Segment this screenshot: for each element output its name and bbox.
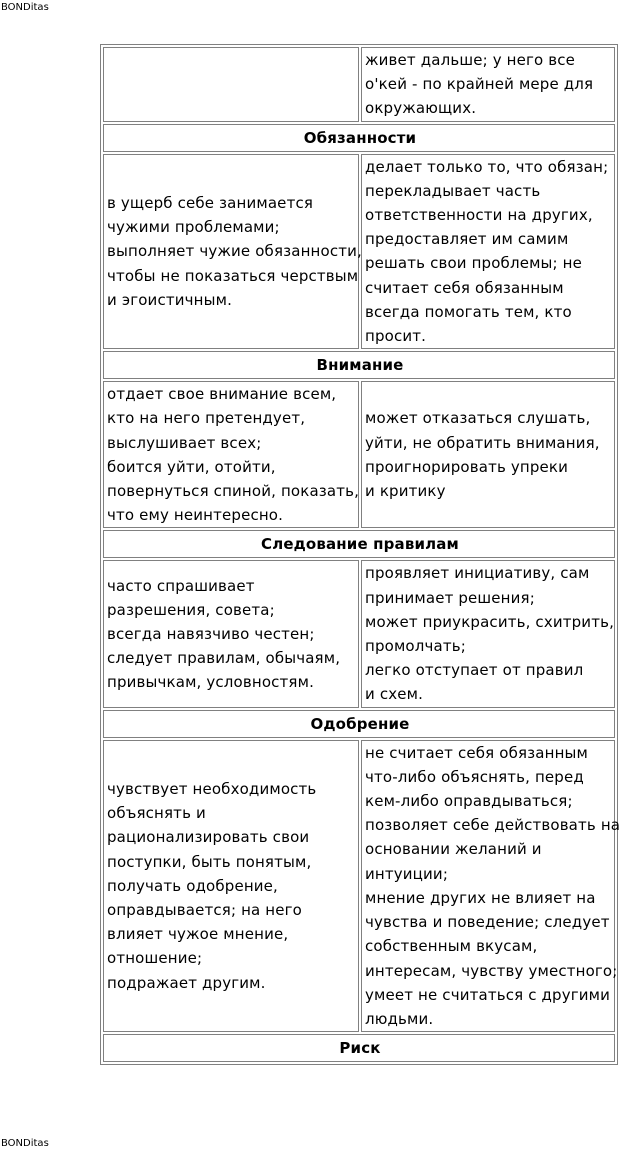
section-header-row (103, 710, 615, 738)
table-row (103, 740, 615, 1032)
cell-line: рационализировать свои (107, 828, 310, 847)
cell-line: отношение; (107, 949, 203, 968)
cell-line: не считает себя обязанным (365, 743, 588, 762)
comparison-table (100, 44, 618, 1065)
cell-line: делает только то, что обязан; (365, 157, 609, 176)
cell-line: основании желаний и (365, 840, 542, 859)
cell-line: предоставляет им самим (365, 230, 569, 249)
cell-left (103, 154, 362, 350)
cell-right (361, 154, 615, 350)
cell-line: проигнорировать упреки (365, 457, 569, 476)
section-header-row (103, 1034, 615, 1062)
cell-line: получать одобрение, (107, 876, 278, 895)
cell-right (361, 381, 615, 528)
cell-line: подражает другим. (107, 973, 266, 992)
cell-line: интуиции; (365, 864, 449, 883)
cell-left (103, 740, 359, 1032)
cell-line: перекладывает часть (365, 181, 541, 200)
cell-line: живет дальше; у него все (365, 51, 576, 69)
cell-right (361, 560, 615, 707)
cell-line: интересам, чувству уместного; (365, 961, 618, 980)
cell-line: легко отступает от правил (365, 661, 584, 680)
table-row (103, 154, 615, 350)
cell-line: считает себя обязанным (365, 278, 564, 297)
cell-line: чувствует необходимость (107, 779, 317, 798)
cell-line: и критику (365, 482, 446, 501)
section-header: Следование правилам (103, 530, 615, 558)
cell-line: собственным вкусам, (365, 937, 538, 956)
section-header: Внимание (103, 351, 615, 379)
cell-line: о'кей - по крайней мере для (365, 75, 594, 94)
cell-line: повернуться спиной, показать, (107, 482, 360, 501)
cell-line: принимает решения; (365, 588, 535, 607)
cell-right (361, 740, 620, 1032)
cell-line: чужими проблемами; (107, 218, 280, 237)
cell-line: что ему неинтересно. (107, 506, 284, 525)
cell-line: часто спрашивает (107, 576, 255, 595)
cell-line: кто на него претендует, (107, 409, 306, 428)
cell-line: чтобы не показаться черствым (107, 266, 359, 285)
cell-line: решать свои проблемы; не (365, 254, 582, 273)
cell-line: оправдывается; на него (107, 900, 303, 919)
cell-line: может отказаться слушать, (365, 409, 591, 428)
cell-line: всегда навязчиво честен; (107, 624, 315, 643)
section-header-row (103, 124, 615, 152)
cell-line: выслушивает всех; (107, 433, 262, 452)
cell-line: ответственности на других, (365, 206, 593, 225)
cell-line: людьми. (365, 1009, 434, 1028)
cell-line: отдает свое внимание всем, (107, 385, 337, 404)
cell-line: уйти, не обратить внимания, (365, 433, 600, 452)
cell-line: мнение других не влияет на (365, 888, 596, 907)
cell-line: выполняет чужие обязанности, (107, 242, 362, 261)
cell-line: что-либо объяснять, перед (365, 767, 584, 786)
cell-line: и эгоистичным. (107, 290, 232, 309)
section-header: Риск (103, 1034, 615, 1062)
cell-line: умеет не считаться с другими (365, 985, 611, 1004)
cell-line: проявляет инициативу, сам (365, 564, 590, 583)
cell-line: промолчать; (365, 637, 466, 656)
cell-line: боится уйти, отойти, (107, 457, 276, 476)
cell-line: в ущерб себе занимается (107, 193, 314, 212)
table-row (103, 381, 615, 528)
cell-left (103, 560, 359, 707)
cell-line: влияет чужое мнение, (107, 925, 289, 944)
cell-line: всегда помогать тем, кто (365, 302, 572, 321)
table-row (103, 560, 615, 707)
cell-line: позволяет себе действовать на (365, 816, 620, 835)
cell-line: объяснять и (107, 804, 206, 823)
table-row (103, 47, 615, 122)
section-header-row (103, 530, 615, 558)
cell-line: просит. (365, 327, 427, 346)
cell-line: окружающих. (365, 99, 477, 118)
site-label-top: BONDitas (1, 2, 49, 13)
cell-line: привычкам, условностям. (107, 673, 314, 692)
cell-line: чувства и поведение; следует (365, 913, 610, 932)
cell-line: поступки, быть понятым, (107, 852, 312, 871)
section-header: Одобрение (103, 710, 615, 738)
cell-line: разрешения, совета; (107, 600, 275, 619)
section-header: Обязанности (103, 124, 615, 152)
cell-left (103, 381, 359, 528)
cell-line: кем-либо оправдываться; (365, 792, 573, 811)
cell-line: может приукрасить, схитрить, (365, 612, 615, 631)
cell-line: и схем. (365, 685, 424, 704)
cell-right (361, 47, 615, 122)
cell-line: следует правилам, обычаям, (107, 649, 341, 668)
site-label-bottom: BONDitas (1, 1138, 49, 1149)
cell-left (103, 47, 359, 122)
section-header-row (103, 351, 615, 379)
